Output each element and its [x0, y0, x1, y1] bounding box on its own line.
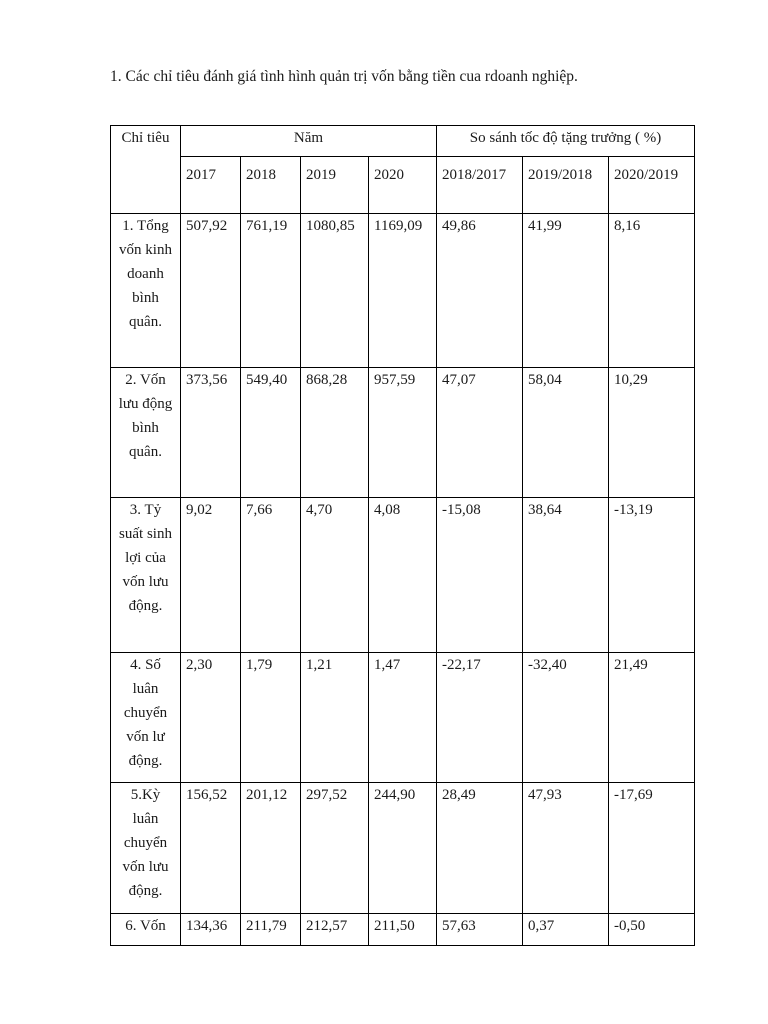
row-label: 3. Tỷ suất sinh lợi của vốn lưu động.: [111, 498, 181, 653]
row-label: 5.Kỳ luân chuyển vốn lưu động.: [111, 783, 181, 914]
header-indicator: Chỉ tiêu: [111, 126, 181, 214]
row-label: 2. Vốn lưu động bình quân.: [111, 368, 181, 498]
growth-cell: -17,69: [609, 783, 695, 914]
growth-cell: 58,04: [523, 368, 609, 498]
document-heading: 1. Các chỉ tiêu đánh giá tình hình quản trị vốn bằng tiền cua rdoanh nghiệp.: [110, 68, 578, 85]
growth-cell: 28,49: [437, 783, 523, 914]
header-year: 2018: [241, 157, 301, 214]
header-year: 2017: [181, 157, 241, 214]
header-year-group: Năm: [181, 126, 437, 157]
growth-cell: -22,17: [437, 653, 523, 783]
table-row: [111, 783, 695, 914]
growth-cell: 8,16: [609, 214, 695, 368]
value-cell: 2,30: [181, 653, 241, 783]
value-cell: 507,92: [181, 214, 241, 368]
growth-cell: 49,86: [437, 214, 523, 368]
growth-cell: -0,50: [609, 914, 695, 946]
value-cell: 1,21: [301, 653, 369, 783]
header-year: 2019: [301, 157, 369, 214]
header-row-group: [111, 126, 695, 157]
value-cell: 211,50: [369, 914, 437, 946]
value-cell: 1,47: [369, 653, 437, 783]
growth-cell: 10,29: [609, 368, 695, 498]
growth-cell: 47,07: [437, 368, 523, 498]
value-cell: 1,79: [241, 653, 301, 783]
growth-cell: 57,63: [437, 914, 523, 946]
row-label: 4. Số luân chuyển vốn lư động.: [111, 653, 181, 783]
value-cell: 201,12: [241, 783, 301, 914]
row-label: 1. Tổng vốn kinh doanh bình quân.: [111, 214, 181, 368]
value-cell: 1080,85: [301, 214, 369, 368]
value-cell: 156,52: [181, 783, 241, 914]
value-cell: 244,90: [369, 783, 437, 914]
growth-cell: 41,99: [523, 214, 609, 368]
growth-cell: 21,49: [609, 653, 695, 783]
value-cell: 4,08: [369, 498, 437, 653]
row-label: 6. Vốn: [111, 914, 181, 946]
value-cell: 212,57: [301, 914, 369, 946]
header-growth-period: 2020/2019: [609, 157, 695, 214]
value-cell: 4,70: [301, 498, 369, 653]
capital-indicators-table: [110, 125, 695, 946]
value-cell: 297,52: [301, 783, 369, 914]
value-cell: 868,28: [301, 368, 369, 498]
growth-cell: 38,64: [523, 498, 609, 653]
header-year: 2020: [369, 157, 437, 214]
growth-cell: -13,19: [609, 498, 695, 653]
value-cell: 134,36: [181, 914, 241, 946]
value-cell: 373,56: [181, 368, 241, 498]
value-cell: 211,79: [241, 914, 301, 946]
header-growth-period: 2019/2018: [523, 157, 609, 214]
growth-cell: 47,93: [523, 783, 609, 914]
value-cell: 7,66: [241, 498, 301, 653]
value-cell: 957,59: [369, 368, 437, 498]
table-row: [111, 214, 695, 368]
table-row: [111, 653, 695, 783]
growth-cell: -32,40: [523, 653, 609, 783]
header-growth-group: So sánh tốc độ tặng trưởng ( %): [437, 126, 695, 157]
header-row-years: [111, 157, 695, 214]
value-cell: 9,02: [181, 498, 241, 653]
table-row: [111, 914, 695, 946]
header-growth-period: 2018/2017: [437, 157, 523, 214]
table-row: [111, 368, 695, 498]
growth-cell: -15,08: [437, 498, 523, 653]
value-cell: 549,40: [241, 368, 301, 498]
table-row: [111, 498, 695, 653]
value-cell: 1169,09: [369, 214, 437, 368]
value-cell: 761,19: [241, 214, 301, 368]
growth-cell: 0,37: [523, 914, 609, 946]
